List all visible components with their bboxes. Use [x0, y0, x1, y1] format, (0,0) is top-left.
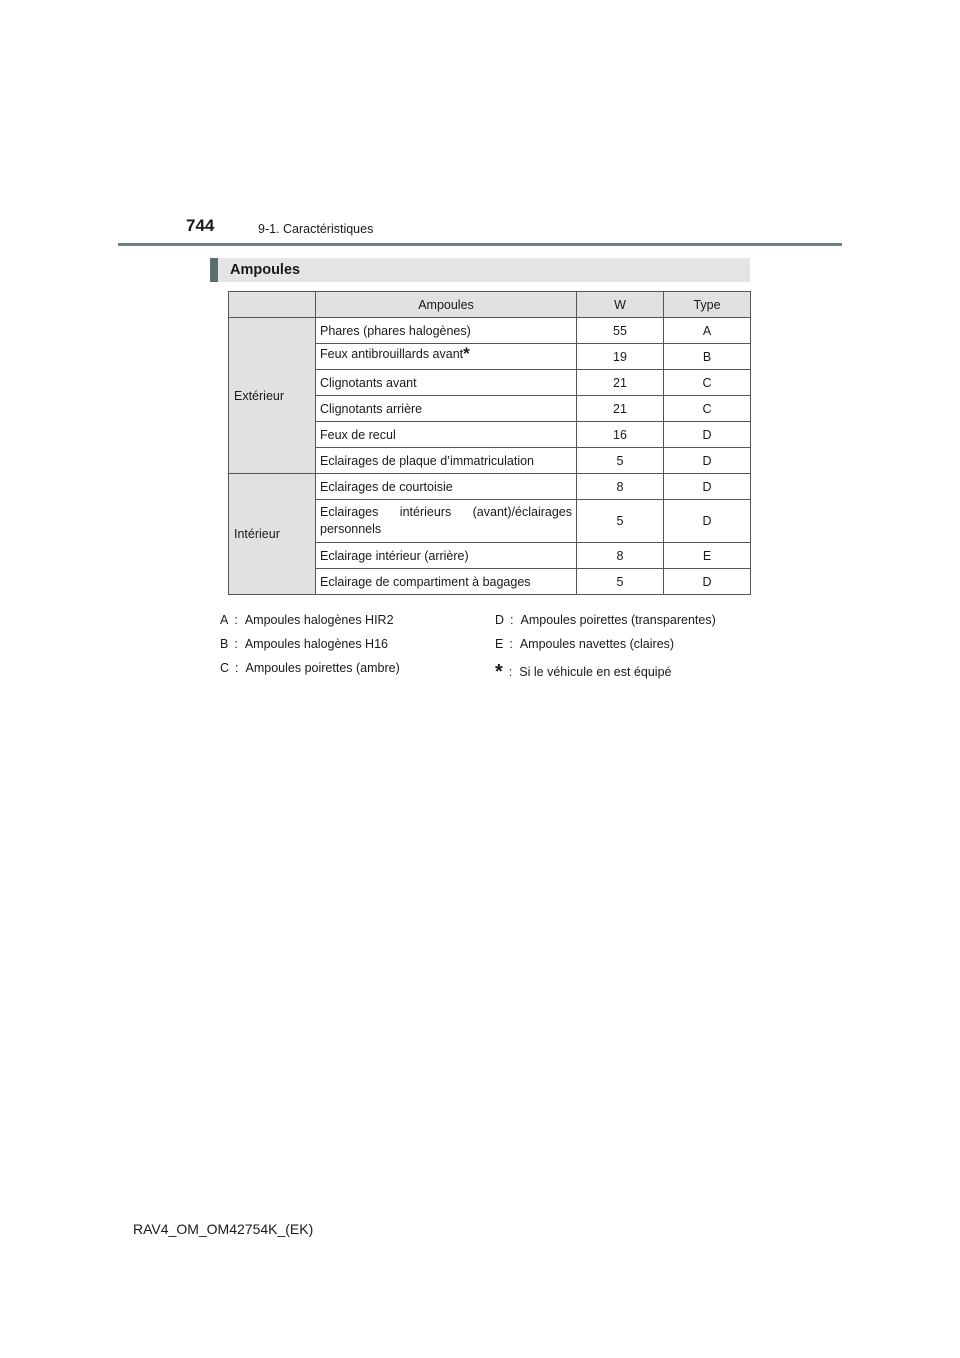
bulb-cell: Clignotants avant — [316, 370, 577, 396]
watts-cell: 5 — [577, 500, 664, 543]
legend-item — [495, 613, 716, 627]
header-rule — [118, 243, 842, 246]
document-code: RAV4_OM_OM42754K_(EK) — [133, 1221, 314, 1237]
legend-item — [495, 659, 671, 682]
bulb-cell: Eclairage de compartiment à bagages — [316, 569, 577, 595]
type-cell: D — [664, 474, 751, 500]
legend-item — [220, 613, 394, 627]
bulb-cell: Eclairages intérieurs (avant)/éclairages personnels — [316, 500, 577, 543]
watts-cell: 16 — [577, 422, 664, 448]
group-cell: Extérieur — [229, 318, 316, 474]
type-cell: C — [664, 396, 751, 422]
legend-text: Ampoules halogènes HIR2 — [244, 613, 394, 627]
watts-cell: 5 — [577, 569, 664, 595]
table-header-row — [229, 292, 751, 318]
legend-colon: : — [234, 637, 238, 651]
type-cell: D — [664, 569, 751, 595]
bulb-cell: Eclairages de plaque d’immatriculation — [316, 448, 577, 474]
column-header — [229, 292, 316, 318]
table-row — [229, 474, 751, 500]
section-label: 9-1. Caractéristiques — [258, 222, 374, 236]
bulbs-table — [228, 291, 751, 595]
type-cell: C — [664, 370, 751, 396]
legend-key: E — [495, 637, 504, 651]
bulb-cell: Eclairages de courtoisie — [316, 474, 577, 500]
bulb-cell: Phares (phares halogènes) — [316, 318, 577, 344]
legend-item — [495, 637, 674, 651]
legend-text: Si le véhicule en est équipé — [519, 665, 672, 679]
bulb-cell: Eclairage intérieur (arrière) — [316, 543, 577, 569]
legend-colon: : — [508, 665, 513, 679]
legend-text: Ampoules poirettes (transparentes) — [520, 613, 716, 627]
legend-text: Ampoules navettes (claires) — [519, 637, 675, 651]
legend-key: * — [495, 661, 503, 683]
type-cell: A — [664, 318, 751, 344]
legend-key: A — [220, 613, 229, 627]
legend-colon: : — [235, 661, 239, 675]
watts-cell: 21 — [577, 396, 664, 422]
equipment-marker: * — [463, 343, 470, 363]
legend-colon: : — [234, 613, 238, 627]
legend-key: C — [220, 661, 230, 675]
watts-cell: 55 — [577, 318, 664, 344]
watts-cell: 5 — [577, 448, 664, 474]
page-number: 744 — [186, 216, 215, 235]
legend-colon: : — [509, 637, 513, 651]
type-cell: B — [664, 344, 751, 370]
watts-cell: 19 — [577, 344, 664, 370]
legend-item — [220, 637, 388, 651]
watts-cell: 8 — [577, 543, 664, 569]
bulb-name: Feux antibrouillards avant — [320, 346, 464, 361]
type-cell: D — [664, 448, 751, 474]
watts-cell: 21 — [577, 370, 664, 396]
table-row — [229, 318, 751, 344]
section-heading-text: Ampoules — [230, 262, 301, 278]
bulb-cell — [316, 344, 577, 370]
legend-text: Ampoules halogènes H16 — [244, 637, 388, 651]
legend-colon: : — [510, 613, 514, 627]
legend-item — [220, 661, 400, 675]
legend-key: D — [495, 613, 505, 627]
legend-key: B — [220, 637, 229, 651]
type-cell: D — [664, 500, 751, 543]
type-cell: D — [664, 422, 751, 448]
section-heading — [210, 258, 750, 282]
group-cell: Intérieur — [229, 474, 316, 595]
bulb-cell: Feux de recul — [316, 422, 577, 448]
legend-text: Ampoules poirettes (ambre) — [245, 661, 400, 675]
bulb-cell: Clignotants arrière — [316, 396, 577, 422]
column-header: Type — [664, 292, 751, 318]
type-cell: E — [664, 543, 751, 569]
watts-cell: 8 — [577, 474, 664, 500]
column-header: Ampoules — [316, 292, 577, 318]
column-header: W — [577, 292, 664, 318]
